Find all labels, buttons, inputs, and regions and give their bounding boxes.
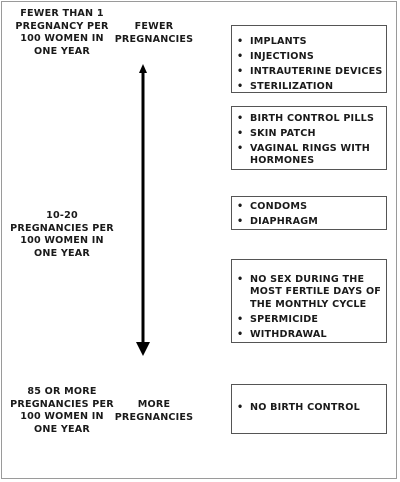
bullet-icon: • — [237, 402, 244, 413]
bullet-icon: • — [237, 274, 244, 285]
bullet-icon: • — [237, 142, 244, 154]
bullet-icon: • — [237, 65, 244, 77]
bullet-icon: • — [237, 215, 244, 227]
method-group-1 — [231, 25, 387, 93]
rate-label-bottom: 85 OR MORE PREGNANCIES PER 100 WOMEN IN ONE YEAR — [10, 386, 114, 435]
list-item: • WITHDRAWAL — [237, 328, 327, 340]
method-group-5 — [231, 384, 387, 434]
method-group-2 — [231, 106, 387, 170]
list-item: • NO BIRTH CONTROL — [237, 402, 360, 413]
list-item: • VAGINAL RINGS WITH HORMONES — [237, 142, 370, 167]
list-item: • SPERMICIDE — [237, 313, 319, 325]
rate-label-middle: 10-20 PREGNANCIES PER 100 WOMEN IN ONE YEAR — [10, 210, 114, 259]
double-arrow — [133, 64, 153, 360]
list-item: • NO SEX DURING THE MOST FERTILE DAYS OF THE MONTHLY CYCLE — [237, 274, 382, 310]
arrow-head-up — [139, 64, 147, 73]
method-group-3 — [231, 196, 387, 230]
list-item: • DIAPHRAGM — [237, 215, 319, 227]
bullet-icon: • — [237, 328, 244, 340]
arrow-head-down — [136, 342, 150, 356]
bullet-icon: • — [237, 201, 244, 212]
bullet-icon: • — [237, 36, 244, 47]
fewer-pregnancies-label: FEWER PREGNANCIES — [114, 21, 194, 45]
method-group-4 — [231, 259, 387, 343]
list-item: • BIRTH CONTROL PILLS — [237, 113, 375, 124]
list-item: • CONDOMS — [237, 201, 308, 212]
list-item: • SKIN PATCH — [237, 127, 316, 139]
list-item: • STERILIZATION — [237, 80, 334, 92]
diagram-frame — [1, 1, 397, 479]
bullet-icon: • — [237, 80, 244, 92]
rate-label-top: FEWER THAN 1 PREGNANCY PER 100 WOMEN IN ONE YEAR — [15, 8, 109, 57]
list-item: • IMPLANTS — [237, 36, 307, 47]
list-item: • INJECTIONS — [237, 50, 314, 62]
bullet-icon: • — [237, 113, 244, 124]
bullet-icon: • — [237, 50, 244, 62]
bullet-icon: • — [237, 127, 244, 139]
more-pregnancies-label: MORE PREGNANCIES — [114, 399, 194, 423]
bullet-icon: • — [237, 313, 244, 325]
list-item: • INTRAUTERINE DEVICES — [237, 65, 383, 77]
